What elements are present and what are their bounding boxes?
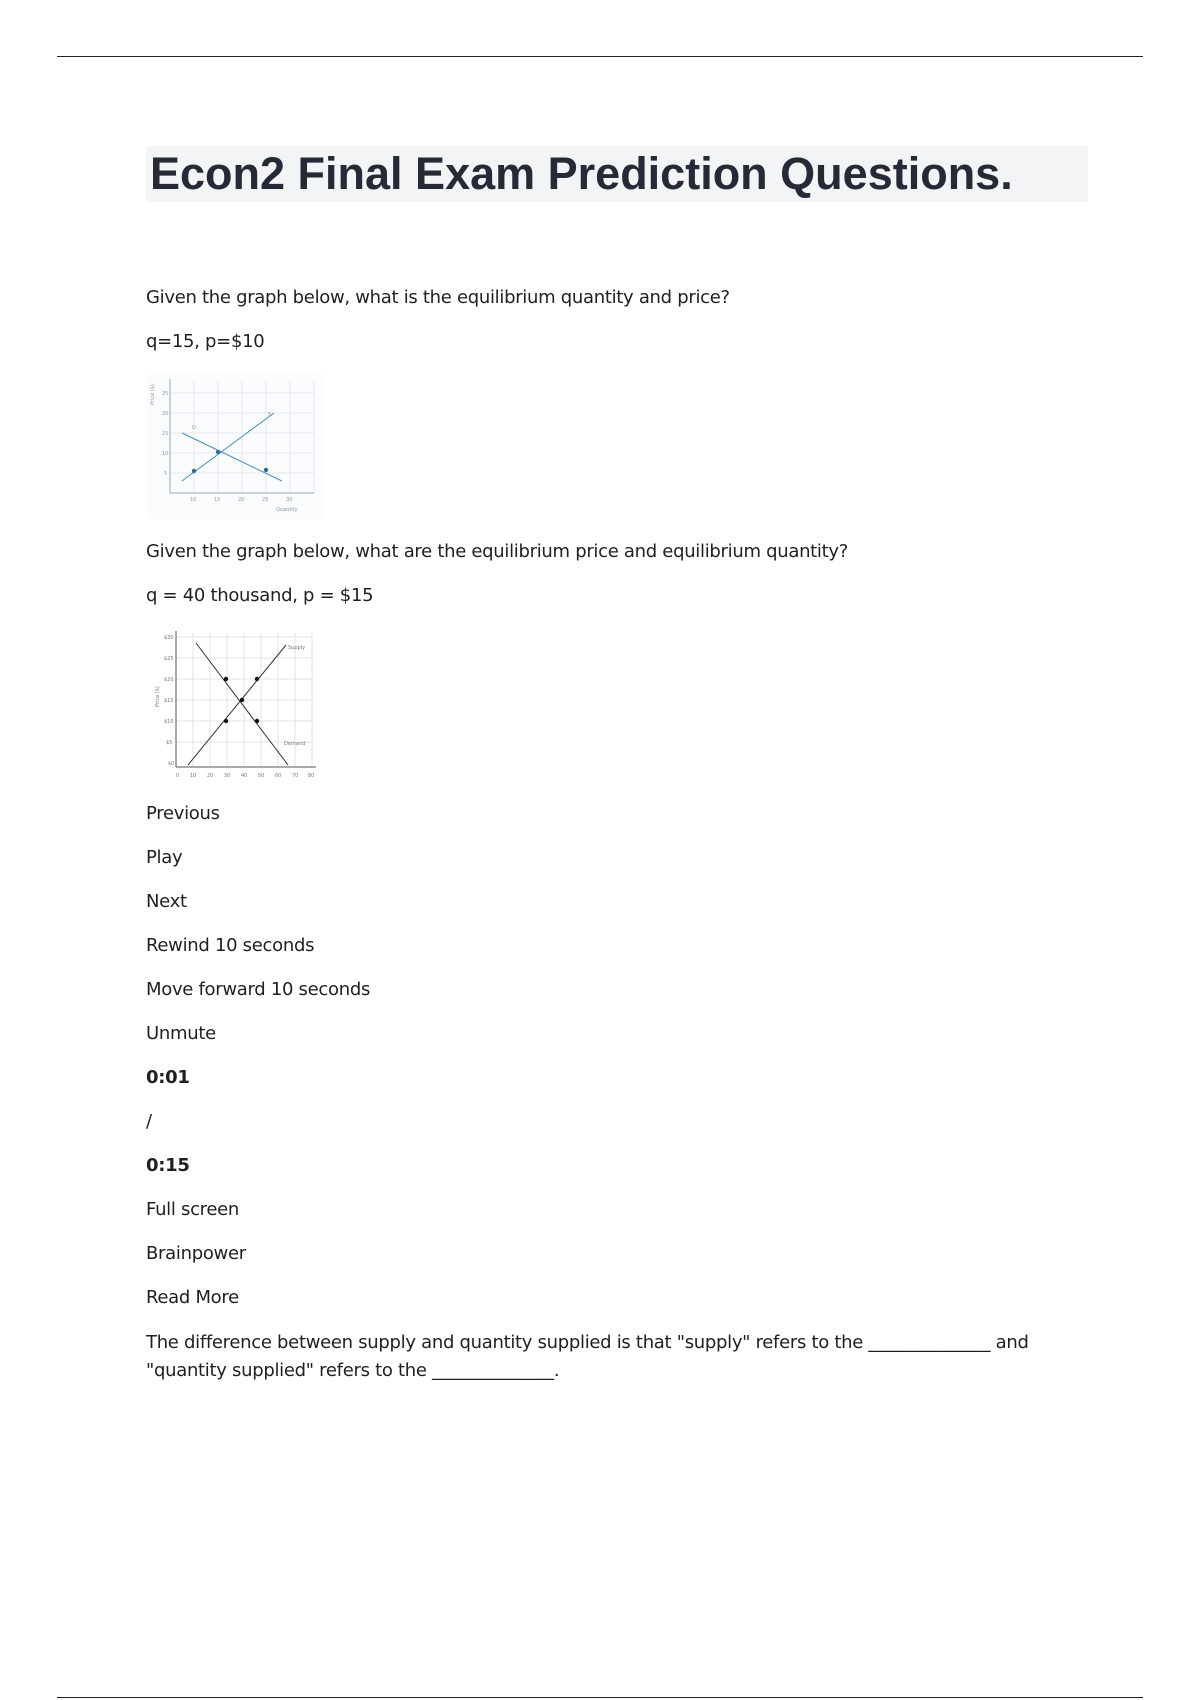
svg-text:Demand: Demand bbox=[284, 741, 306, 747]
svg-text:Supply: Supply bbox=[288, 645, 306, 651]
svg-text:10: 10 bbox=[162, 451, 169, 457]
svg-text:5: 5 bbox=[164, 471, 168, 477]
svg-text:$0: $0 bbox=[168, 761, 175, 767]
svg-text:0: 0 bbox=[176, 773, 180, 779]
read-more-link[interactable]: Read More bbox=[146, 1287, 239, 1308]
svg-text:20: 20 bbox=[207, 773, 214, 779]
svg-text:40: 40 bbox=[241, 773, 248, 779]
player-current-time: 0:01 bbox=[146, 1067, 190, 1088]
svg-text:25: 25 bbox=[162, 391, 169, 397]
svg-text:10: 10 bbox=[190, 497, 197, 503]
svg-text:70: 70 bbox=[292, 773, 299, 779]
svg-text:15: 15 bbox=[162, 431, 169, 437]
svg-text:$5: $5 bbox=[166, 740, 173, 746]
svg-text:30: 30 bbox=[286, 497, 293, 503]
player-fullscreen-button[interactable]: Full screen bbox=[146, 1199, 240, 1220]
player-time-separator: / bbox=[146, 1111, 152, 1132]
supply-demand-graph-1 bbox=[146, 371, 322, 519]
svg-text:30: 30 bbox=[224, 773, 231, 779]
svg-text:$15: $15 bbox=[164, 698, 174, 704]
question-2-answer: q = 40 thousand, p = $15 bbox=[146, 585, 374, 606]
page-title: Econ2 Final Exam Prediction Questions. bbox=[146, 146, 1088, 202]
player-unmute-button[interactable]: Unmute bbox=[146, 1023, 216, 1044]
question-1-answer: q=15, p=$10 bbox=[146, 331, 265, 352]
svg-text:D: D bbox=[192, 425, 196, 431]
svg-text:50: 50 bbox=[258, 773, 265, 779]
svg-text:$20: $20 bbox=[164, 677, 174, 683]
svg-text:10: 10 bbox=[190, 773, 197, 779]
player-rewind-button[interactable]: Rewind 10 seconds bbox=[146, 935, 315, 956]
document-body bbox=[146, 285, 1080, 1404]
svg-text:20: 20 bbox=[162, 411, 169, 417]
footer-rule bbox=[57, 1697, 1143, 1698]
svg-text:20: 20 bbox=[238, 497, 245, 503]
svg-text:$30: $30 bbox=[164, 635, 174, 641]
player-previous-button[interactable]: Previous bbox=[146, 803, 220, 824]
svg-text:Price ($): Price ($) bbox=[150, 384, 156, 405]
player-forward-button[interactable]: Move forward 10 seconds bbox=[146, 979, 371, 1000]
supply-demand-graph-2 bbox=[146, 625, 324, 783]
question-3-text: The difference between supply and quantity supplied is that "supply" refers to the ______________ and "quantity supplied" refers to the ______________. bbox=[146, 1332, 1029, 1381]
brainpower-label: Brainpower bbox=[146, 1243, 246, 1264]
header-rule bbox=[57, 56, 1143, 57]
svg-text:$10: $10 bbox=[164, 719, 174, 725]
question-2-text: Given the graph below, what are the equilibrium price and equilibrium quantity? bbox=[146, 541, 848, 562]
player-play-button[interactable]: Play bbox=[146, 847, 183, 868]
question-1-text: Given the graph below, what is the equilibrium quantity and price? bbox=[146, 287, 730, 308]
svg-text:$25: $25 bbox=[164, 656, 174, 662]
svg-text:80: 80 bbox=[308, 773, 315, 779]
player-duration: 0:15 bbox=[146, 1155, 190, 1176]
svg-text:25: 25 bbox=[262, 497, 269, 503]
svg-text:60: 60 bbox=[275, 773, 282, 779]
player-next-button[interactable]: Next bbox=[146, 891, 187, 912]
svg-text:S: S bbox=[268, 412, 272, 418]
svg-text:Quantity: Quantity bbox=[276, 507, 298, 513]
svg-text:Price ($): Price ($) bbox=[155, 686, 161, 707]
svg-text:15: 15 bbox=[214, 497, 221, 503]
